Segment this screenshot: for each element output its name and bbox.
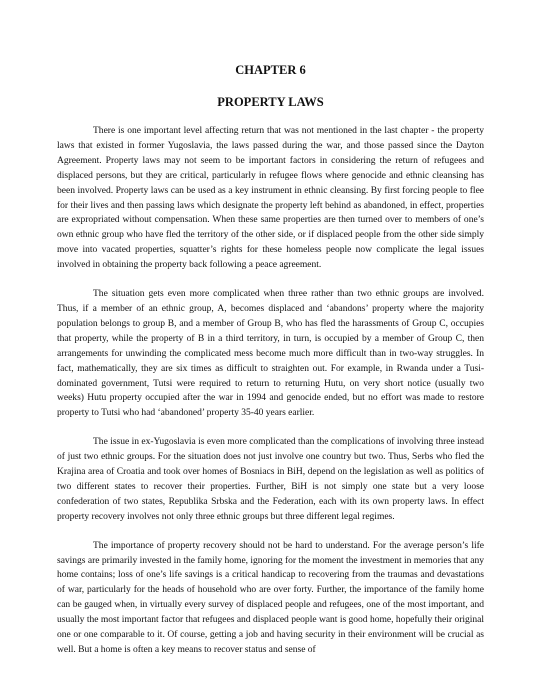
body-paragraph: The situation gets even more complicated when three rather than two ethnic groups are involved. Thus, if a member of an ethnic group, A, becomes displaced and ‘abandons’ property where the majority population belongs to group B, and a member of Group B, who has fled the harassments of Group C, occupies that property, while the property of B in a third territory, in turn, is occupied by a member of Group C, then arrangements for unwinding the complicated mess become much more difficult than in two-way struggles. In fact, mathematically, they are six times as difficult to straighten out. For example, in Rwanda under a Tusi-dominated government, Tutsi were required to return to returning Hutu, on very short notice (usually two weeks) Hutu property occupied after the war in 1994 and genocide ended, but no effort was made to restore property to Tutsi who had ‘abandoned’ property 35-40 years earlier. <box>57 288 484 419</box>
body-paragraph: The importance of property recovery should not be hard to understand. For the average person’s life savings are primarily invested in the family home, ignoring for the moment the investment in memories that any home contains; loss of one’s life savings is a critical handicap to recovering from the traumas and devastations of war, particularly for the heads of household who are over forty. Further, the importance of the family home can be gauged when, in virtually every survey of displaced people and refugees, one of the most important, and usually the most important factor that refugees and displaced people want is good home, hopefully their original one or one comparable to it. Of course, getting a job and having security in their environment will be crucial as well. But a home is often a key means to recover status and sense of <box>57 539 484 655</box>
chapter-heading: CHAPTER 6 <box>235 63 306 77</box>
body-paragraph: The issue in ex-Yugoslavia is even more complicated than the complications of involving three instead of just two ethnic groups. For the situation does not just involve one country but two. Thus, Serbs who fled the Krajina area of Croatia and took over homes of Bosniacs in BiH, depend on the legislation as well as politics of two different states to recover their properties. Further, BiH is not simply one state but a very loose confederation of two states, Republika Srbska and the Federation, each with its own property laws. In effect property recovery involves not only three ethnic groups but three different legal regimes. <box>57 436 484 522</box>
document-page <box>57 62 484 672</box>
chapter-title: PROPERTY LAWS <box>217 95 324 109</box>
body-paragraph: There is one important level affecting return that was not mentioned in the last chapter - the property laws that existed in former Yugoslavia, the laws passed during the war, and those passed since the Dayton Agreement. Property laws may not seem to be important factors in considering the return of refugees and displaced persons, but they are critical, particularly in refugee flows where genocide and ethnic cleansing has been involved. Property laws can be used as a key instrument in ethnic cleansing. By first forcing people to flee for their lives and then passing laws which designate the property left behind as abandoned, in effect, properties are expropriated without compensation. When these same properties are then turned over to members of one’s own ethnic group who have fled the territory of the other side, or if displaced people from the other side simply move into vacated properties, squatter’s rights for these homeless people now complicate the legal issues involved in obtaining the property back following a peace agreement. <box>57 125 484 271</box>
